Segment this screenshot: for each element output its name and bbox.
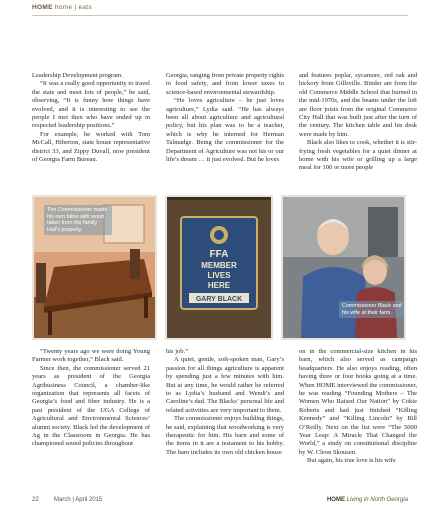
top-column-3 bbox=[299, 72, 417, 173]
photo-caption-right: Commissioner Black and his wife at their farm. bbox=[339, 301, 405, 318]
sign-line-2: MEMBER bbox=[201, 261, 237, 270]
page-number: 22 bbox=[32, 497, 39, 503]
photo-caption-left: The Commissioner made his own table with wood taken from the family Hall's property. bbox=[44, 205, 112, 235]
paragraph: A quiet, gentle, soft-spoken man, Gary’s passion for all things agriculture is apparent by spending just a few minutes with him. But at any time, he would rather be referred to as Lydia’s husband and Wendi’s and Caroline’s dad. The Blacks’ personal life and related activities are very important to them. bbox=[166, 356, 284, 414]
photo-dining-table bbox=[32, 195, 157, 340]
paragraph: Black also likes to cook, whether it is stir-frying fresh vegetables for a quiet dinner at home with his wife or grilling up a large meal for 100 or more people bbox=[299, 139, 417, 172]
paragraph: The commissioner enjoys building things, he said, explaining that woodworking is very therapeutic for him. His barn and some of the items in it are a testament to his hobby. The barn includes its own old chicken house bbox=[166, 415, 284, 456]
footer-brand-bold: HOME bbox=[326, 497, 345, 503]
paragraph: For example, he worked with Tom McCall, Hiberton, state house representative district 33, and Zippy Duvall, now president of Georgia Farm Bureau. bbox=[32, 130, 150, 164]
header-brand: HOME bbox=[32, 4, 53, 11]
paragraph: “It was a really good opportunity to travel the state and meet lots of people,” he said, observing, “It is funny how things have evolved, and it is interesting to see the people I met then who have ended up in respected leadership positions.” bbox=[32, 80, 150, 130]
photo-couple bbox=[281, 195, 406, 340]
paragraph: “He loves agriculture – he just loves agriculture,” Lydia said. “He has always been all about agriculture and agricultural policy, but his plan was to be a teacher, which is why he interned for Herman Talmadge. Being the commissioner for the Department of Agriculture was not his or our life’s dream … it just evolved. But he loves bbox=[166, 97, 284, 164]
bottom-column-1 bbox=[32, 348, 150, 449]
paragraph: Georgia, ranging from private property rights to food safety, and from lower taxes to science-based environmental stewardship. bbox=[166, 72, 284, 96]
issue-date: March | April 2015 bbox=[54, 497, 103, 503]
footer-brand bbox=[327, 497, 408, 503]
paragraph: Since then, the commissioner served 21 years as president of the Georgia Agribusiness Council, a chamber-like organization that represents all facets of Georgia’s food and fiber industry. He is a past president of the UGA College of Agricultural and Environmental Sciences’ alumni society. Black led the development of Ag in the Classroom in Georgia. He has championed sound policies throughout bbox=[32, 364, 150, 448]
ffa-sign-illustration bbox=[167, 197, 271, 338]
paragraph: and features poplar, sycamore, red oak and hickory from Gillsville. Binder are from the old Commerce Middle School that burned in the mid-1970s, and the beams under the loft are floor joists from the original Commerce City Hall that was built just after the turn of the century. The kitchen table and his desk were made by him. bbox=[299, 72, 417, 138]
sign-line-1: FFA bbox=[209, 249, 229, 260]
paragraph: Leadership Development program. bbox=[32, 72, 123, 79]
paragraph: on in the commercial-size kitchen in his barn, which also served as campaign headquarters. He also enjoys reading, often having three or four books going at a time. When HOME interviewed the commissioner, he was reading “Founding Mothers – The Women Who Raised Our Nation” by Cokie Roberts and had just finished “Killing Kennedy” and “Killing Lincoln” by Bill O’Reilly. Next on the list were “The 5000 Year Leap: A Miracle That Changed the World,” a study on constitutional discipline by W. Cleon Skousen. bbox=[299, 348, 417, 456]
paragraph: his job.” bbox=[166, 348, 189, 355]
bottom-column-2 bbox=[166, 348, 284, 457]
sign-line-3: LIVES bbox=[207, 271, 231, 280]
photo-ffa-sign bbox=[165, 195, 273, 340]
top-column-1 bbox=[32, 72, 150, 164]
header-rule bbox=[32, 15, 408, 16]
sign-line-4: HERE bbox=[207, 281, 231, 290]
bottom-column-3 bbox=[299, 348, 417, 466]
page-header bbox=[32, 4, 92, 11]
top-column-2 bbox=[166, 72, 284, 164]
footer-brand-rest: Living in North Georgia bbox=[344, 497, 408, 503]
header-section: home | eats bbox=[54, 4, 92, 11]
paragraph: But again, his true love is his wife bbox=[307, 457, 396, 465]
sign-name: GARY BLACK bbox=[195, 296, 243, 303]
paragraph: “Twenty years ago we were doing Young Farmer work together,” Black said. bbox=[32, 348, 150, 364]
